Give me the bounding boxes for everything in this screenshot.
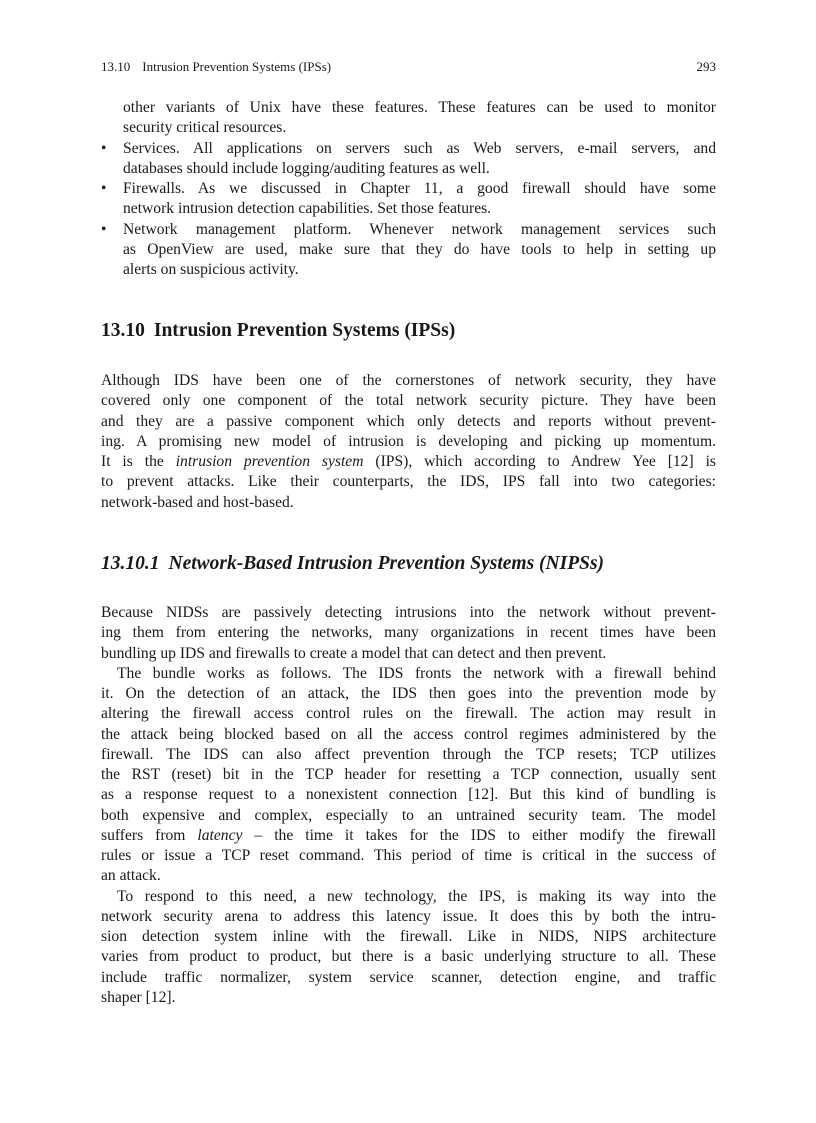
text-segment: Because NIDSs are passively detecting intrusions into the network without prevent- bbox=[101, 604, 716, 621]
section-number: 13.10 bbox=[101, 320, 145, 341]
text-segment: shaper [12]. bbox=[101, 988, 176, 1006]
text-line bbox=[101, 260, 716, 280]
bullet-icon: • bbox=[101, 139, 107, 157]
text-segment: ing them from entering the networks, many organizations in recent times have been bbox=[101, 624, 716, 642]
text-segment: It is the bbox=[101, 453, 176, 470]
text-segment: other variants of Unix have these features. These features can be used to monitor bbox=[123, 99, 716, 116]
text-segment: alerts on suspicious activity. bbox=[123, 261, 299, 278]
text-segment: suffers from bbox=[101, 826, 198, 844]
text-segment: to prevent attacks. Like their counterparts, the IDS, IPS fall into two categories: bbox=[101, 473, 716, 491]
subsection-heading bbox=[101, 553, 604, 575]
text-segment: (IPS), which according to Andrew Yee [12] is bbox=[363, 453, 716, 470]
text-line bbox=[101, 493, 716, 513]
text-line bbox=[101, 988, 716, 1008]
subsection-title: Network-Based Intrusion Prevention Systems (NIPSs) bbox=[168, 553, 605, 574]
text-segment: the attack being blocked based on all the access control regimes administered by the bbox=[101, 725, 716, 743]
text-segment: rules or issue a TCP reset command. This period of time is critical in the success of bbox=[101, 847, 716, 864]
text-line bbox=[101, 907, 716, 927]
text-line bbox=[101, 846, 716, 866]
text-line bbox=[101, 927, 716, 947]
text-segment: To respond to this need, a new technology, the IPS, is making its way into the bbox=[117, 887, 716, 905]
text-segment: – the time it takes for the IDS to either modify the firewall bbox=[242, 826, 716, 844]
bullet-list bbox=[101, 98, 716, 280]
text-segment: network intrusion detection capabilities. Set those features. bbox=[123, 200, 492, 218]
text-segment: include traffic normalizer, system service scanner, detection engine, and traffic bbox=[101, 968, 716, 986]
running-header-title: Intrusion Prevention Systems (IPSs) bbox=[142, 59, 332, 74]
text-line bbox=[101, 644, 716, 664]
text-segment: altering the firewall access control rules on the firewall. The action may result in bbox=[101, 705, 716, 723]
section-title: Intrusion Prevention Systems (IPSs) bbox=[153, 320, 456, 341]
text-segment: Although IDS have been one of the cornerstones of network security, they have bbox=[101, 372, 716, 389]
text-line bbox=[101, 765, 716, 785]
section-heading bbox=[101, 320, 455, 342]
text-line bbox=[101, 785, 716, 805]
text-segment: network security arena to address this latency issue. It does this by both the intru- bbox=[101, 907, 716, 925]
text-line bbox=[101, 412, 716, 432]
text-segment: security critical resources. bbox=[123, 119, 287, 137]
text-line bbox=[101, 220, 716, 240]
text-segment: it. On the detection of an attack, the IDS then goes into the prevention mode by bbox=[101, 685, 716, 702]
page-number: 293 bbox=[696, 59, 716, 74]
text-line bbox=[101, 745, 716, 765]
text-line bbox=[101, 866, 716, 886]
text-line bbox=[101, 806, 716, 826]
text-segment: and they are a passive component which only detects and reports without prevent- bbox=[101, 412, 716, 430]
text-line bbox=[101, 704, 716, 724]
text-segment: as OpenView are used, make sure that they do have tools to help in setting up bbox=[123, 240, 716, 258]
text-line bbox=[101, 603, 716, 623]
text-segment: Network management platform. Whenever network management services such bbox=[123, 220, 716, 238]
text-segment: bundling up IDS and firewalls to create a model that can detect and then prevent. bbox=[101, 644, 607, 662]
running-header bbox=[101, 59, 331, 75]
paragraph-ips-intro bbox=[101, 371, 716, 513]
text-line bbox=[101, 623, 716, 643]
text-segment: network-based and host-based. bbox=[101, 493, 294, 511]
running-header-section: 13.10 bbox=[101, 59, 131, 74]
text-line bbox=[101, 118, 716, 138]
text-segment: covered only one component of the total network security picture. They have been bbox=[101, 392, 716, 410]
bullet-icon: • bbox=[101, 220, 107, 238]
text-line bbox=[101, 887, 716, 907]
text-segment: as a response request to a nonexistent connection [12]. But this kind of bundling is bbox=[101, 786, 716, 804]
text-segment: both expensive and complex, especially to an untrained security team. The model bbox=[101, 806, 716, 824]
text-line bbox=[101, 371, 716, 391]
bullet-icon: • bbox=[101, 180, 107, 197]
text-segment: sion detection system inline with the firewall. Like in NIDS, NIPS architecture bbox=[101, 928, 716, 945]
text-line bbox=[101, 391, 716, 411]
text-line bbox=[101, 472, 716, 492]
text-segment: the RST (reset) bit in the TCP header for resetting a TCP connection, usually sent bbox=[101, 766, 716, 783]
text-line bbox=[101, 452, 716, 472]
text-segment: firewall. The IDS can also affect prevention through the TCP resets; TCP utilizes bbox=[101, 745, 716, 763]
text-segment: The bundle works as follows. The IDS fronts the network with a firewall behind bbox=[117, 664, 716, 682]
paragraph-nips bbox=[101, 603, 716, 1008]
text-line bbox=[101, 826, 716, 846]
text-line bbox=[101, 664, 716, 684]
text-line bbox=[101, 98, 716, 118]
text-line bbox=[101, 139, 716, 159]
emphasized-term: latency bbox=[197, 826, 243, 844]
subsection-number: 13.10.1 bbox=[101, 553, 160, 574]
text-line bbox=[101, 968, 716, 988]
text-segment: Firewalls. As we discussed in Chapter 11, a good firewall should have some bbox=[123, 180, 716, 197]
text-line bbox=[101, 725, 716, 745]
text-line bbox=[101, 432, 716, 452]
text-line bbox=[101, 179, 716, 199]
text-line bbox=[101, 159, 716, 179]
text-segment: Services. All applications on servers such as Web servers, e-mail servers, and bbox=[123, 139, 716, 157]
text-segment: varies from product to product, but there is a basic underlying structure to all. These bbox=[101, 948, 716, 966]
text-line bbox=[101, 947, 716, 967]
text-segment: an attack. bbox=[101, 867, 161, 885]
emphasized-term: intrusion prevention system bbox=[175, 453, 364, 470]
text-segment: ing. A promising new model of intrusion is developing and picking up momentum. bbox=[101, 432, 716, 450]
text-line bbox=[101, 199, 716, 219]
text-line bbox=[101, 684, 716, 704]
text-segment: databases should include logging/auditing features as well. bbox=[123, 159, 490, 177]
text-line bbox=[101, 240, 716, 260]
